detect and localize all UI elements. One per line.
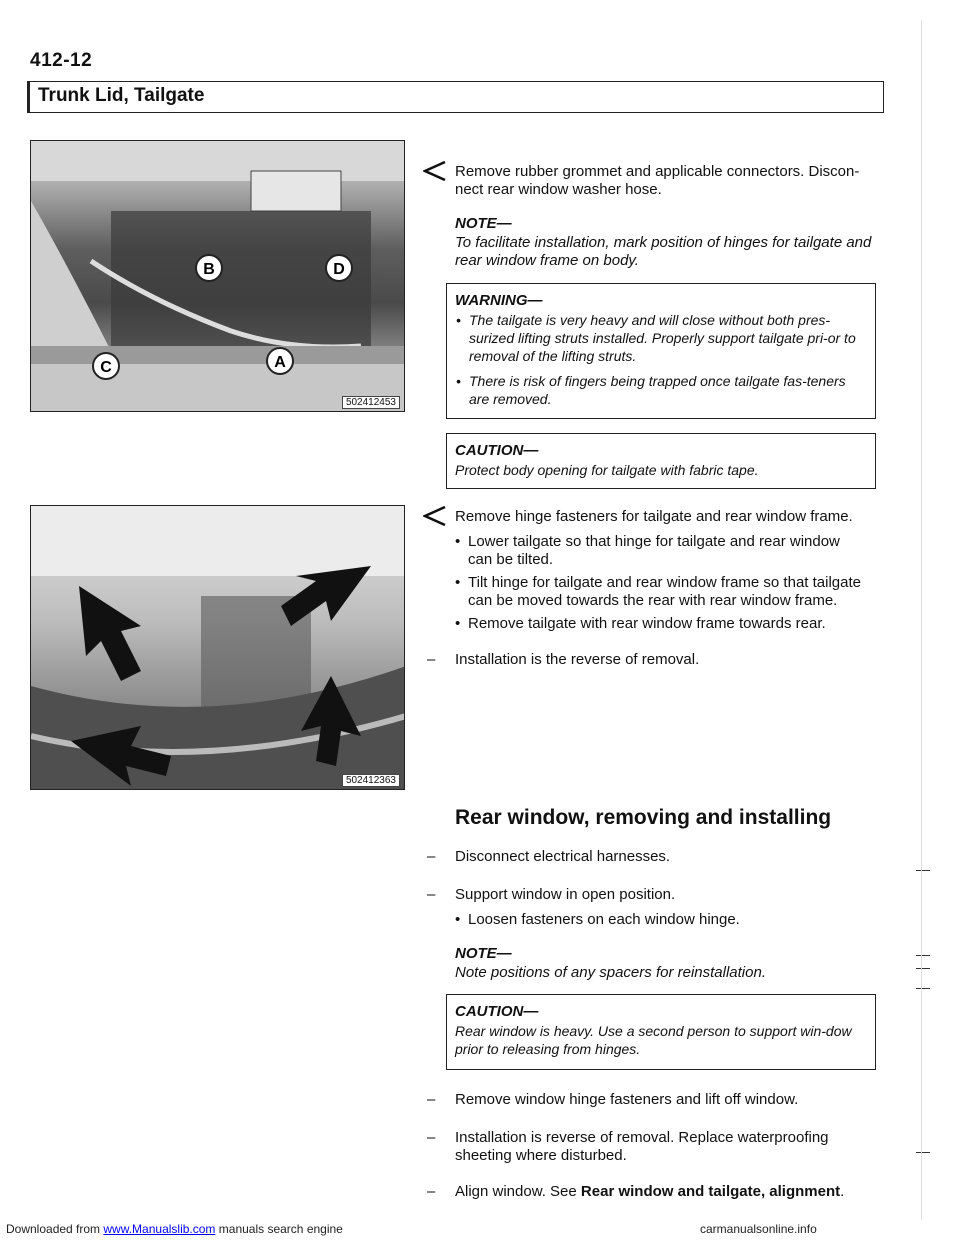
caution-label: CAUTION—: [455, 1003, 539, 1020]
figure-trunk-connectors: [30, 140, 405, 412]
warning-item: • The tailgate is very heavy and will close without both pres-surized lifting struts installed. Properly support tailgate pri-or to removal of the lifting struts.: [469, 311, 867, 365]
arrow-icon: [79, 586, 141, 681]
figure-hinge-fasteners: [30, 505, 405, 790]
list-item: • Tilt hinge for tailgate and rear window frame so that tailgate can be moved towards the rear with rear window frame.: [468, 574, 873, 610]
step-remove-grommet: Remove rubber grommet and applicable connectors. Discon-nect rear window washer hose.: [455, 163, 875, 199]
pointer-icon: [423, 161, 447, 181]
figure-id-label: 502412363: [342, 774, 400, 787]
caution-text: Rear window is heavy. Use a second person to support win-dow prior to releasing from hinges.: [455, 1023, 852, 1057]
callout-d: [326, 255, 352, 281]
footer-download-note: Downloaded from www.Manualslib.com manuals search engine: [6, 1222, 343, 1236]
figure-1-illustration: [31, 141, 405, 412]
callout-b: [196, 255, 222, 281]
note-text: To facilitate installation, mark position of hinges for tailgate and rear window frame on body.: [455, 234, 872, 269]
warning-label: WARNING—: [455, 292, 543, 309]
svg-text:D: D: [333, 261, 345, 278]
svg-text:B: B: [203, 261, 215, 278]
margin-mark: [916, 988, 930, 989]
margin-mark: [916, 1152, 930, 1153]
cross-reference: Rear window and tailgate, alignment: [580, 1183, 841, 1200]
step-disconnect-harnesses: – Disconnect electrical harnesses.: [427, 848, 671, 865]
list-item: • Remove tailgate with rear window frame towards rear.: [468, 615, 868, 633]
section-title: Trunk Lid, Tailgate: [38, 85, 205, 106]
svg-text:A: A: [274, 354, 286, 371]
section-title-bar: [27, 81, 884, 113]
page-number: 412-12: [30, 50, 93, 71]
step-align-window: – Align window. See Rear window and tailgate, alignment.: [427, 1183, 845, 1200]
callout-c: [93, 353, 119, 379]
note-label: NOTE—: [455, 215, 512, 232]
warning-item: • There is risk of fingers being trapped once tailgate fas-teners are removed.: [469, 372, 867, 408]
step-installation: – Installation is the reverse of removal.: [427, 651, 700, 668]
caution-label: CAUTION—: [455, 442, 539, 459]
caution-text: Protect body opening for tailgate with fabric tape.: [455, 462, 759, 478]
pointer-icon: [423, 506, 447, 526]
margin-mark: [916, 968, 930, 969]
caution-box: [446, 994, 876, 1070]
section-heading: Rear window, removing and installing: [455, 806, 832, 829]
list-item: • Lower tailgate so that hinge for tailgate and rear window can be tilted.: [468, 533, 868, 569]
step-support-window: – Support window in open position.: [427, 886, 676, 903]
figure-2-illustration: [31, 506, 405, 790]
caution-box: [446, 433, 876, 489]
note-label: NOTE—: [455, 945, 512, 962]
margin-mark: [916, 955, 930, 956]
note-text: Note positions of any spacers for reinstallation.: [455, 964, 766, 981]
step-installation-window: – Installation is reverse of removal. Replace waterproofing sheeting where disturbed.: [427, 1129, 829, 1164]
footer-watermark: carmanualsonline.info: [700, 1222, 817, 1236]
margin-mark: [916, 870, 930, 871]
warning-box: [446, 283, 876, 419]
svg-text:C: C: [100, 359, 112, 376]
margin-rule: [921, 20, 922, 1220]
callout-a: [267, 348, 293, 374]
list-item: • Loosen fasteners on each window hinge.: [468, 911, 868, 929]
step-remove-hinge-fasteners: Remove hinge fasteners for tailgate and rear window frame.: [455, 508, 875, 526]
figure-id-label: 502412453: [342, 396, 400, 409]
step-remove-window: – Remove window hinge fasteners and lift off window.: [427, 1091, 799, 1108]
manualslib-link[interactable]: www.Manualslib.com: [103, 1222, 216, 1236]
